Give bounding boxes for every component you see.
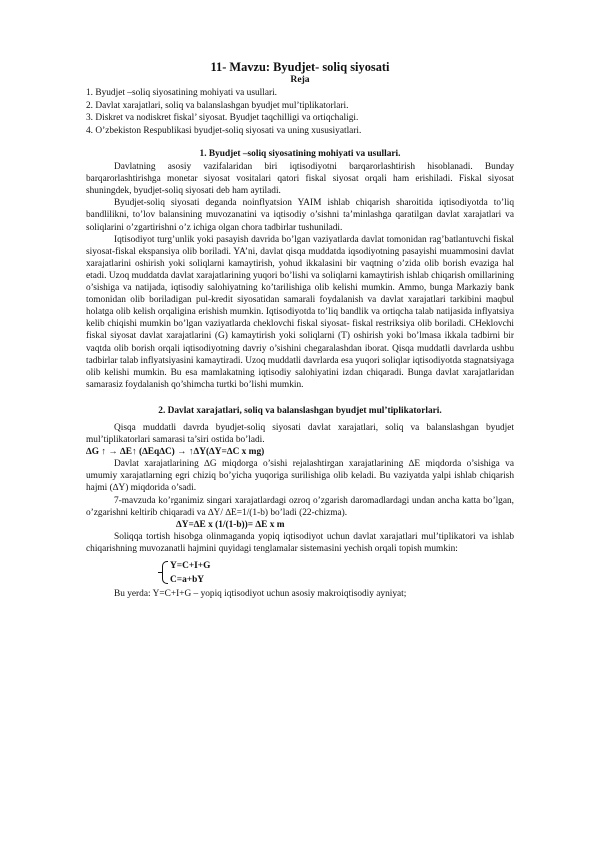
paragraph: Davlatning asosiy vazifalaridan biri iqtisodiyotni barqarorlashtirish hisoblanadi. Bunday barqarorlashtirishga monetar siyosat vositalari qatori fiskal siyosat orqali ham erishiladi. Fiskal siyosat shuningdek, byudjet-soliq siyosati deb ham aytiladi. xyxy=(86,162,514,197)
equation-system xyxy=(162,559,514,587)
plan-list xyxy=(86,87,514,137)
page-title: 11- Mavzu: Byudjet- soliq siyosati xyxy=(210,60,390,74)
paragraph: Iqtisodiyot turg’unlik yoki pasayish davrida bo’lgan vaziyatlarda davlat tomonidan rag’batlantuvchi fiskal siyosat-fiskal ekspansiya olib boriladi. YA’ni, davlat qisqa muddatda iqsodiyotning pasayishi muammosini davlat xarajatlarini oshirish yoki soliqlarni kamaytirish, yohud ikkalasini bir vaqtning o’zida olib borish evaziga hal etadi. Uzoq muddatda davlat xarajatlarining yuqori bo’lishi va soliqlarni kamaytirish ishlab chiqarish omillarining o’sishiga va natijada, iqtisodiy salohiyatning ko’tarilishiga olib kelishi mumkin. Ammo, bunga Markaziy bank tomonidan olib boriladigan pul-kredit siyosatidan samarali foydalanish va davlat xarajatlari tarkibini maqbul holatga olib kelish orqaligina erishish mumkin. Iqtisodiyotda to’liq bandlik va ortiqcha talab natijasida inflyatsiya kelib chiqishi mumkin bo’lgan vaziyatlarda cheklovchi fiskal siyosat- fiskal restriksiya olib boriladi. CHeklovchi fiskal siyosat davlat xarajatlarini (G) kamaytirish yoki soliqlarni (T) oshirish yoki bo’lmasa ikkala tadbirni bir vaqtda olib borish orqali iqtisodiyotning davriy o’sishini chegaralashdan iborat. Qisqa muddatli davrlarda ushbu tadbirlar talab inflyatsiyasini kamaytiradi. Uzoq muddatli davrlarda esa yuqori soliqlar iqtisodiyotda stagnatsiyaga olib kelishi mumkin. Bu esa mamlakatning iqtisodiy salohiyatini izdan chiqaradi. Bunga davlat xarajatlaridan samarasiz foydalanish qo’shimcha turtki bo’lishi mumkin. xyxy=(86,234,514,390)
section-heading: 2. Davlat xarajatlari, soliq va balanslashgan byudjet mul’tiplikatorlari. xyxy=(158,405,442,416)
equation: Y=C+I+G xyxy=(170,561,211,571)
plan-item: 2. Davlat xarajatlari, soliq va balanslashgan byudjet mul’tiplikatorlari. xyxy=(86,100,349,111)
document-page xyxy=(86,60,514,600)
plan-item: 1. Byudjet –soliq siyosatining mohiyati va usullari. xyxy=(86,88,278,98)
equation: C=a+bY xyxy=(170,575,205,585)
paragraph: Byudjet-soliq siyosati deganda noinflyatsion YAIM ishlab chiqarish sharoitida iqtisodiyotda to’liq bandlilikni, to’lov balansining muvozanatini va iqtisodiy o’sishni ta’minlashga qaratilgan davlat xarajatlari va soliqlarini o’zgartirishni o’z ichiga olgan chora tadbirlar tushuniladi. xyxy=(86,198,514,233)
plan-item: 4. O’zbekiston Respublikasi byudjet-soliq siyosati va uning xususiyatlari. xyxy=(86,125,362,136)
paragraph: Soliqqa tortish hisobga olinmaganda yopiq iqtisodiyot uchun davlat xarajatlari mul’tiplikatori va ishlab chiqarishning muvozanatli hajmini quyidagi tenglamalar sistemasini yechish orqali topish mumkin: xyxy=(86,531,514,554)
section-heading: 1. Byudjet –soliq siyosatining mohiyati va usullari. xyxy=(199,149,401,159)
plan-heading: Reja xyxy=(290,74,310,85)
paragraph: Qisqa muddatli davrda byudjet-soliq siyosati davlat xarajatlari, soliq va balanslashgan byudjet mul’tiplikatorlari samarasi ta’siri ostida bo’ladi. xyxy=(86,422,514,446)
formula-line: ∆G ↑ → ∆E↑ (∆Eq∆C) → ↑∆Y(∆Y=∆C x mg) xyxy=(86,447,265,458)
plan-item: 3. Diskret va nodiskret fiskal’ siyosat. Byudjet taqchilligi va ortiqchaligi. xyxy=(86,113,359,123)
paragraph: 7-mavzuda ko’rganimiz singari xarajatlardagi ozroq o’zgarish daromadlardagi undan ancha katta bo’lgan, o’zgarishni keltirib chiqaradi va ∆Y/ ∆E=1/(1-b) bo’ladi (22-chizma). xyxy=(86,495,514,518)
paragraph: Davlat xarajatlarining ∆G miqdorga o’sishi rejalashtirgan xarajatlarining ∆E miqdorda o’sishiga va umumiy xarajatlarning egri chiziq bo’yicha yuqoriga surilishiga olib keladi. Bu vaziyatda yalpi ishlab chiqarish hajmi (∆Y) miqdorida o’sadi. xyxy=(86,459,514,494)
paragraph: Bu yerda: Y=C+I+G – yopiq iqtisodiyot uchun asosiy makroiqtisodiy ayniyat; xyxy=(114,589,407,599)
formula-multiplier: ∆Y=∆E x (1/(1-b))= ∆E x m xyxy=(176,519,285,530)
